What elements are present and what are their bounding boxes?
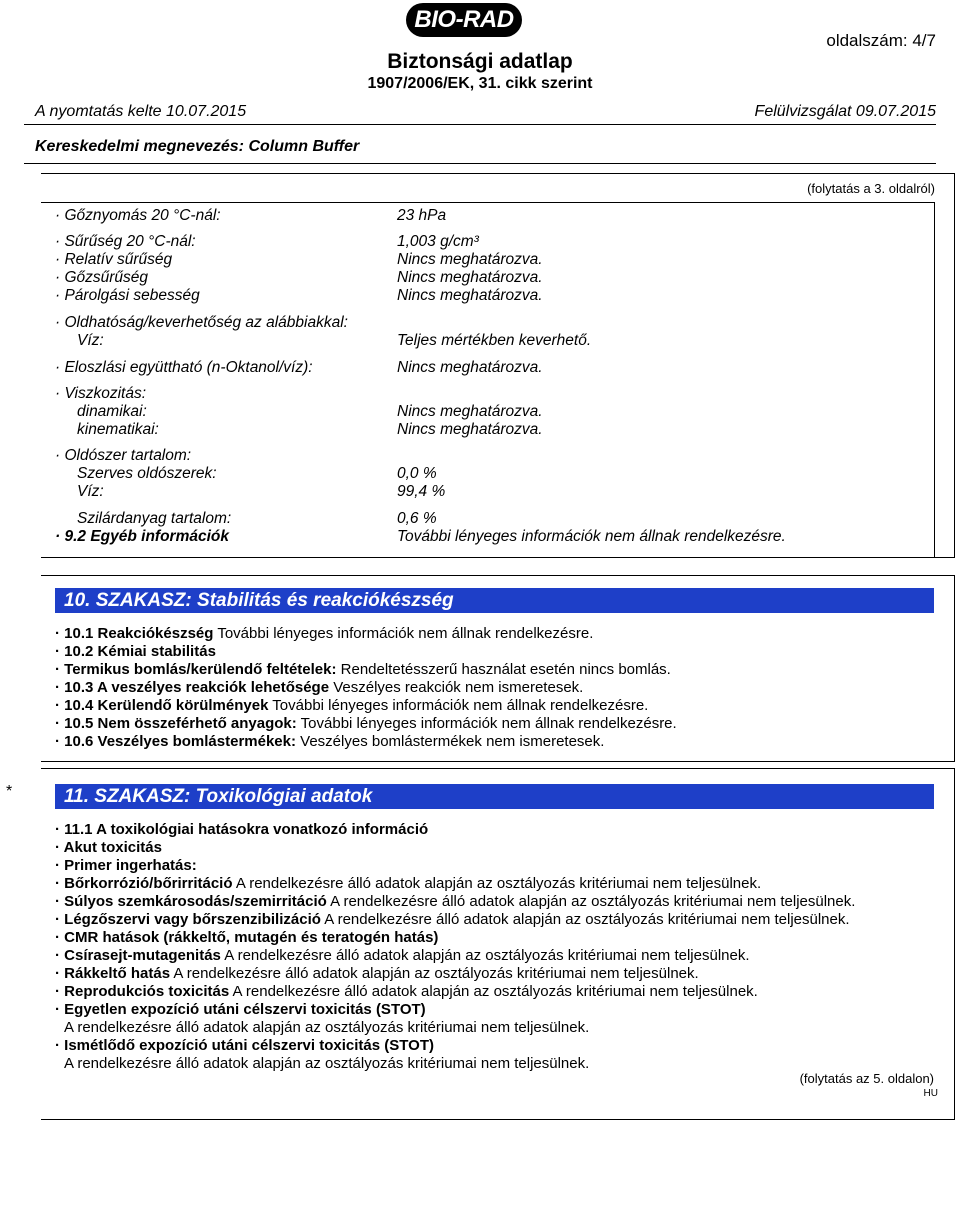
prop-value: Nincs meghatározva. <box>397 403 543 420</box>
item-text: Rendeltetésszerű használat esetén nincs bomlás. <box>336 661 671 678</box>
prop-label: · Viszkozitás: <box>55 385 147 402</box>
item-text: A rendelkezésre álló adatok alapján az osztályozás kritériumai nem teljesülnek. <box>170 965 699 982</box>
document-title: Biztonsági adatlap <box>387 50 573 73</box>
header-divider <box>24 124 936 125</box>
prop-value: 99,4 % <box>397 483 446 500</box>
section-10-item <box>55 661 671 678</box>
section-11-item <box>55 983 758 1000</box>
section-11-item <box>55 1001 426 1018</box>
item-text: További lényeges információk nem állnak rendelkezésre. <box>296 715 677 732</box>
prop-label: · Oldószer tartalom: <box>55 447 192 464</box>
item-label: · Egyetlen expozíció utáni célszervi toxicitás (STOT) <box>55 1001 426 1018</box>
section-11-item <box>64 1055 589 1072</box>
item-label: · CMR hatások (rákkeltő, mutagén és teratogén hatás) <box>55 929 439 946</box>
item-text: Veszélyes reakciók nem ismeretesek. <box>329 679 584 696</box>
section-11-item <box>55 893 855 910</box>
item-text: A rendelkezésre álló adatok alapján az osztályozás kritériumai nem teljesülnek. <box>232 875 762 892</box>
section-11-item <box>55 1037 434 1054</box>
item-text: További lényeges információk nem állnak rendelkezésre. <box>268 697 649 714</box>
section-11-item <box>55 857 197 874</box>
section-11-item <box>55 929 438 946</box>
prop-label: Szerves oldószerek: <box>77 465 217 482</box>
prop-label: dinamikai: <box>77 403 147 420</box>
item-label: · 10.4 Kerülendő körülmények <box>55 697 269 714</box>
prop-value: Nincs meghatározva. <box>397 421 543 438</box>
item-text: A rendelkezésre álló adatok alapján az osztályozás kritériumai nem teljesülnek. <box>320 911 850 928</box>
language-code: HU <box>923 1088 938 1099</box>
item-text: A rendelkezésre álló adatok alapján az osztályozás kritériumai nem teljesülnek. <box>326 893 856 910</box>
print-date: A nyomtatás kelte 10.07.2015 <box>35 103 247 120</box>
section-10-item <box>55 679 583 696</box>
prop-label: · Párolgási sebesség <box>55 287 200 304</box>
item-text: A rendelkezésre álló adatok alapján az osztályozás kritériumai nem teljesülnek. <box>64 1019 590 1036</box>
item-label: · Reprodukciós toxicitás <box>55 983 230 1000</box>
item-label: · Primer ingerhatás: <box>55 857 197 874</box>
prop-value: 0,0 % <box>397 465 437 482</box>
prop-label: Víz: <box>77 332 104 349</box>
trade-name-divider <box>24 163 936 164</box>
document-subtitle: 1907/2006/EK, 31. cikk szerint <box>367 75 593 92</box>
prop-label: Szilárdanyag tartalom: <box>77 510 232 527</box>
section-11-item <box>55 839 162 856</box>
section-11-item <box>55 875 761 892</box>
item-text: Veszélyes bomlástermékek nem ismeretesek. <box>295 733 605 750</box>
section-11-item <box>55 821 428 838</box>
item-label: · 10.2 Kémiai stabilitás <box>55 643 216 660</box>
prop-value: 0,6 % <box>397 510 437 527</box>
prop-label: · Oldhatóság/keverhetőség az alábbiakkal: <box>55 314 348 331</box>
section-10-item <box>55 697 648 714</box>
item-label: · Termikus bomlás/kerülendő feltételek: <box>55 661 337 678</box>
prop-value: További lényeges információk nem állnak rendelkezésre. <box>397 528 786 545</box>
section-11-item <box>55 947 750 964</box>
prop-label: · Eloszlási együttható (n-Oktanol/víz): <box>55 359 313 376</box>
prop-value: Nincs meghatározva. <box>397 269 543 286</box>
section-10-heading: 10. SZAKASZ: Stabilitás és reakciókészség <box>55 588 934 613</box>
page-number: oldalszám: 4/7 <box>826 31 936 50</box>
section-10-item <box>55 625 593 642</box>
continued-from-note: (folytatás a 3. oldalról) <box>807 181 935 196</box>
prop-value: Nincs meghatározva. <box>397 287 543 304</box>
item-label: · Rákkeltő hatás <box>55 965 171 982</box>
item-label: · Bőrkorrózió/bőrirritáció <box>55 875 233 892</box>
prop-value: 1,003 g/cm³ <box>397 233 479 250</box>
item-text: A rendelkezésre álló adatok alapján az osztályozás kritériumai nem teljesülnek. <box>220 947 750 964</box>
prop-label: · 9.2 Egyéb információk <box>55 528 229 545</box>
item-label: · 10.6 Veszélyes bomlástermékek: <box>55 733 296 750</box>
item-text: További lényeges információk nem állnak rendelkezésre. <box>213 625 594 642</box>
item-label: · Súlyos szemkárosodás/szemirritáció <box>55 893 327 910</box>
section-10-item <box>55 643 216 660</box>
prop-label: Víz: <box>77 483 104 500</box>
item-label: · Akut toxicitás <box>55 839 162 856</box>
item-label: · 11.1 A toxikológiai hatásokra vonatkozó információ <box>55 821 429 838</box>
item-label: · 10.5 Nem összeférhető anyagok: <box>55 715 297 732</box>
prop-value: Nincs meghatározva. <box>397 359 543 376</box>
prop-label: · Relatív sűrűség <box>55 251 173 268</box>
item-label: · Ismétlődő expozíció utáni célszervi toxicitás (STOT) <box>55 1037 434 1054</box>
trade-name: Kereskedelmi megnevezés: Column Buffer <box>35 138 360 155</box>
item-label: · Csírasejt-mutagenitás <box>55 947 221 964</box>
section-11-item <box>55 911 850 928</box>
item-text: A rendelkezésre álló adatok alapján az osztályozás kritériumai nem teljesülnek. <box>229 983 758 1000</box>
prop-label: · Gőzsűrűség <box>55 269 149 286</box>
prop-value: 23 hPa <box>397 207 447 224</box>
section-11-item <box>64 1019 589 1036</box>
section-10-item <box>55 715 677 732</box>
section-11-heading: 11. SZAKASZ: Toxikológiai adatok <box>55 784 934 809</box>
section-10-item <box>55 733 604 750</box>
item-text: A rendelkezésre álló adatok alapján az osztályozás kritériumai nem teljesülnek. <box>64 1055 590 1072</box>
prop-label: · Sűrűség 20 °C-nál: <box>55 233 196 250</box>
prop-value: Nincs meghatározva. <box>397 251 543 268</box>
revision-marker: * <box>6 783 13 800</box>
prop-label: kinematikai: <box>77 421 159 438</box>
item-label: · 10.1 Reakciókészség <box>55 625 214 642</box>
revision-date: Felülvizsgálat 09.07.2015 <box>754 103 936 120</box>
item-label: · 10.3 A veszélyes reakciók lehetősége <box>55 679 330 696</box>
bio-rad-logo: BIO-RAD <box>406 3 522 37</box>
item-label: · Légzőszervi vagy bőrszenzibilizáció <box>55 911 321 928</box>
section-11-item <box>55 965 699 982</box>
prop-value: Teljes mértékben keverhető. <box>397 332 592 349</box>
continued-to-note: (folytatás az 5. oldalon) <box>799 1071 934 1086</box>
prop-label: · Gőznyomás 20 °C-nál: <box>55 207 221 224</box>
